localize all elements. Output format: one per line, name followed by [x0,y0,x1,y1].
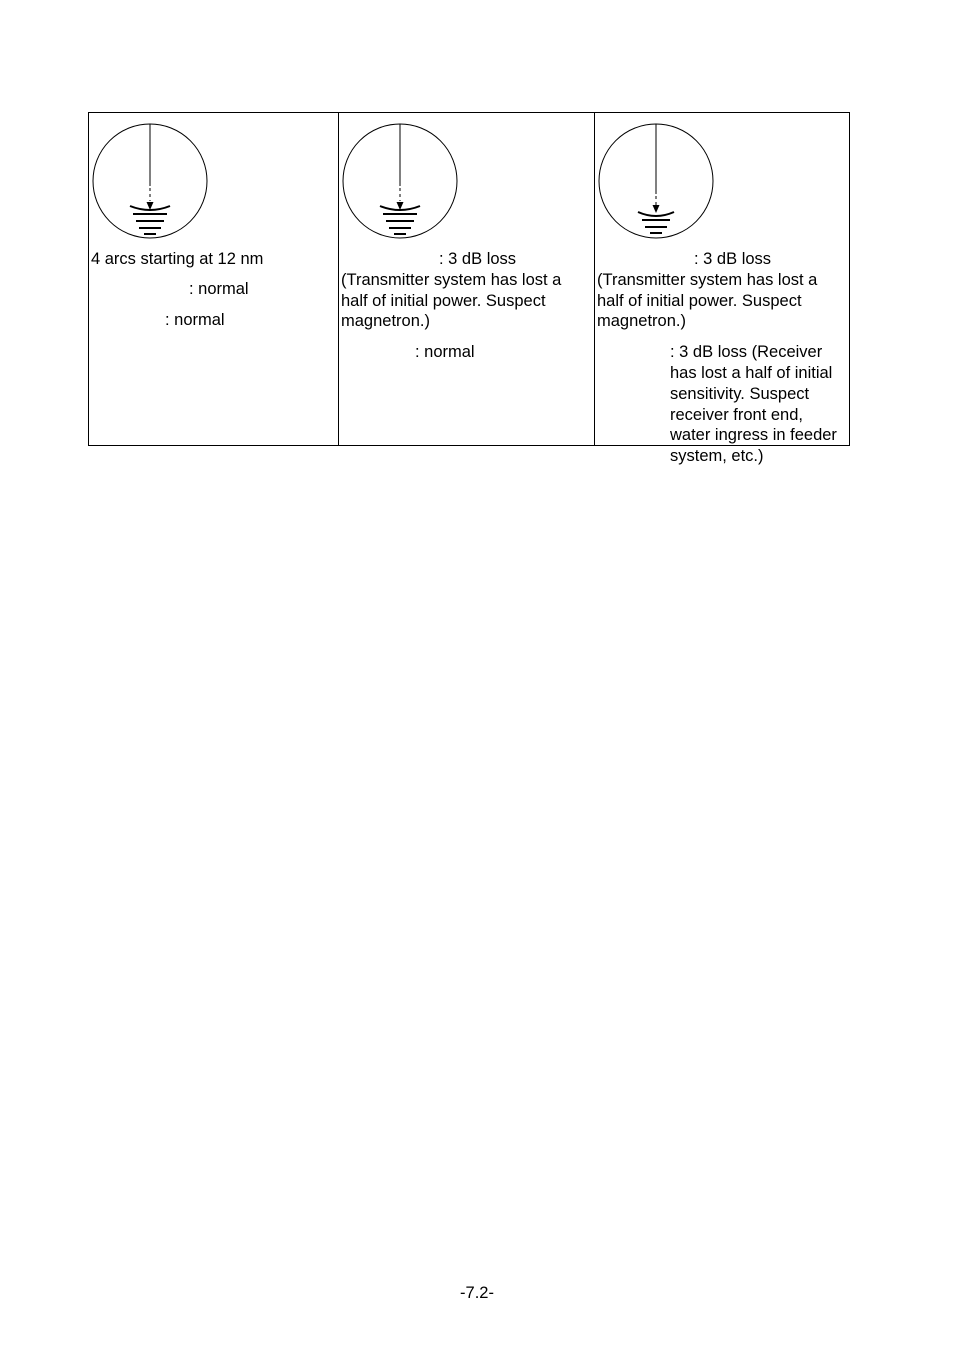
radar-scope-diagram [341,122,459,240]
rx-status: : normal [415,343,475,362]
arrow-head [653,205,660,213]
tx-status: : normal [189,279,249,298]
cell-text [91,249,335,330]
cell-text [597,249,846,467]
table-cell-tx-loss [338,113,594,445]
tx-note: (Transmitter system has lost a half of initial power. Suspect magnetron.) [341,270,562,331]
tx-status: : 3 dB loss [439,250,517,268]
performance-monitor-table [88,112,850,466]
arrow-head [397,202,404,210]
rx-status: : 3 dB loss (Receiver has lost a half of initial sensitivity. Suspect receiver front end, water ingress in feeder system, etc.) [670,343,837,466]
table-cell-tx-rx-loss [594,113,849,466]
arc-group [130,206,170,234]
arc-group [380,206,420,234]
table-cell-normal [89,113,338,445]
tx-status: : 3 dB loss [694,250,772,268]
arc-group [638,212,674,233]
arcs-description: 4 arcs starting at 12 nm [91,250,264,268]
cell-text [341,249,591,363]
radar-scope-diagram [91,122,209,240]
rx-status: : normal [165,310,225,329]
radar-scope-diagram [597,122,715,240]
arrow-head [147,202,154,210]
tx-note: (Transmitter system has lost a half of initial power. Suspect magnetron.) [597,270,818,331]
page-number: -7.2- [460,1284,494,1302]
